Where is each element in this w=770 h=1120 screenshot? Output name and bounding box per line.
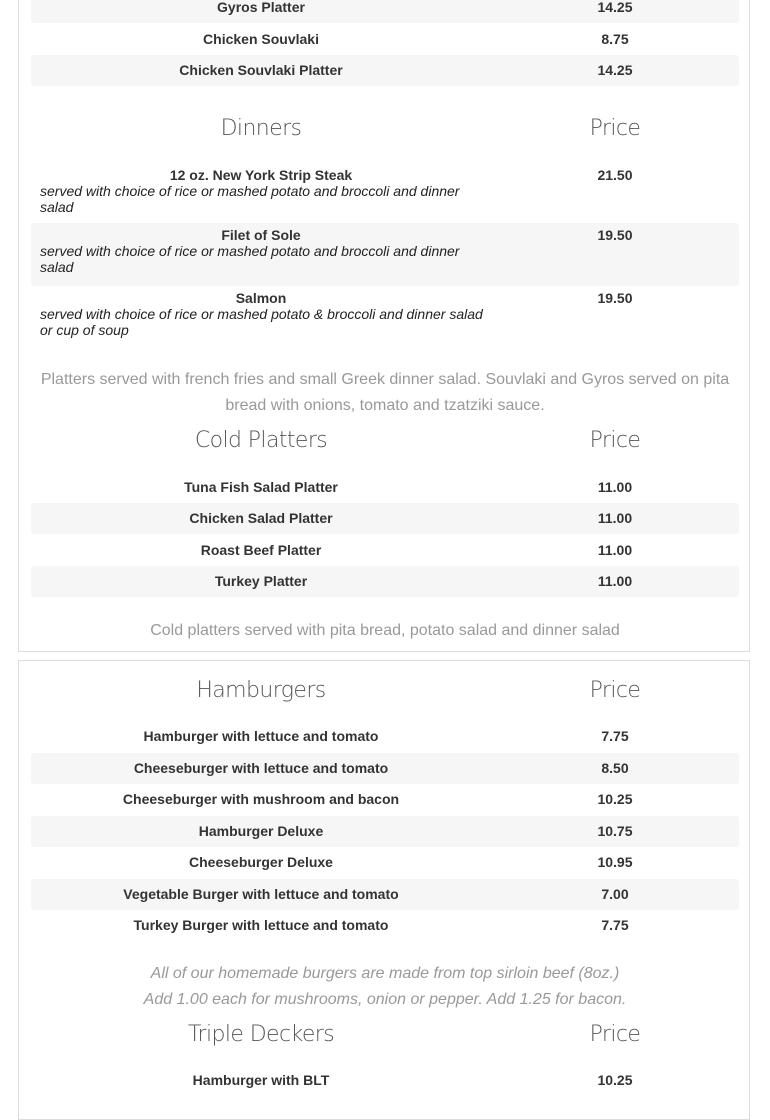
item-name: Salmon	[235, 290, 287, 306]
item-name: Hamburger with BLT	[192, 1072, 330, 1088]
menu-item-row	[31, 0, 739, 23]
item-price: 10.75	[597, 823, 633, 839]
burger-note-line2: Add 1.00 each for mushrooms, onion or pepper. Add 1.25 for bacon.	[143, 991, 627, 1008]
item-block	[31, 290, 491, 338]
item-name: Chicken Souvlaki Platter	[179, 62, 343, 78]
menu-item-row	[31, 163, 739, 226]
price-header: Price	[589, 678, 641, 703]
menu-panel-platters-dinners	[18, 0, 750, 652]
item-name: 12 oz. New York Strip Steak	[169, 167, 353, 183]
menu-item-row	[31, 503, 739, 534]
menu-item-row	[31, 535, 739, 566]
item-name: Tuna Fish Salad Platter	[184, 479, 338, 495]
item-price: 11.00	[597, 510, 633, 526]
menu-item-row	[31, 223, 739, 286]
item-name: Vegetable Burger with lettuce and tomato	[123, 886, 399, 902]
menu-item-row	[31, 753, 739, 784]
menu-panel-burgers	[18, 660, 750, 1120]
menu-item-row	[31, 721, 739, 752]
item-name: Cheeseburger with lettuce and tomato	[133, 760, 389, 776]
section-header-triple-deckers	[31, 1022, 739, 1056]
menu-item-row	[31, 847, 739, 878]
menu-item-row	[31, 910, 739, 941]
section-header-hamburgers	[31, 678, 739, 712]
cold-platters-note: Cold platters served with pita bread, potato salad and dinner salad	[150, 622, 620, 639]
price-header: Price	[589, 428, 641, 453]
item-price: 11.00	[597, 479, 633, 495]
item-name: Cheeseburger Deluxe	[189, 854, 333, 870]
menu-item-row	[31, 1065, 739, 1096]
item-name: Gyros Platter	[217, 0, 305, 15]
item-description: served with choice of rice or mashed potato & broccoli and dinner salad or cup of soup	[40, 306, 483, 338]
platters-note: Platters served with french fries and small Greek dinner salad. Souvlaki and Gyros served on pita bread with onions, tomato and tzatziki sauce.	[40, 371, 730, 414]
item-description: served with choice of rice or mashed potato and broccoli and dinner salad	[40, 243, 460, 275]
item-name: Hamburger Deluxe	[198, 823, 324, 839]
item-name: Turkey Burger with lettuce and tomato	[133, 917, 389, 933]
section-header-dinners	[31, 116, 739, 150]
item-price: 10.25	[597, 1072, 633, 1088]
menu-item-row	[31, 472, 739, 503]
item-price: 10.95	[597, 854, 633, 870]
item-block	[31, 227, 491, 275]
menu-item-row	[31, 55, 739, 86]
item-price: 7.00	[601, 886, 629, 902]
item-price: 8.75	[601, 31, 629, 47]
item-price: 14.25	[597, 0, 633, 15]
item-name: Cheeseburger with mushroom and bacon	[122, 791, 400, 807]
item-name: Chicken Souvlaki	[203, 31, 319, 47]
item-price: 19.50	[597, 227, 633, 243]
menu-item-row	[31, 566, 739, 597]
section-title: Triple Deckers	[187, 1022, 335, 1047]
item-price: 21.50	[597, 167, 633, 183]
item-price: 7.75	[601, 728, 629, 744]
menu-item-row	[31, 24, 739, 55]
burger-note-line1: All of our homemade burgers are made from top sirloin beef (8oz.)	[150, 965, 620, 982]
item-description: served with choice of rice or mashed potato and broccoli and dinner salad	[40, 183, 460, 215]
item-name: Turkey Platter	[214, 573, 308, 589]
item-price: 11.00	[597, 542, 633, 558]
item-price: 10.25	[597, 791, 633, 807]
item-name: Roast Beef Platter	[200, 542, 322, 558]
item-price: 11.00	[597, 573, 633, 589]
menu-item-row	[31, 879, 739, 910]
item-name: Filet of Sole	[221, 227, 301, 243]
price-header: Price	[589, 1022, 641, 1047]
section-title: Hamburgers	[196, 678, 326, 703]
menu-item-row	[31, 816, 739, 847]
item-price: 19.50	[597, 290, 633, 306]
section-header-cold-platters	[31, 428, 739, 462]
item-price: 7.75	[601, 917, 629, 933]
item-block	[31, 167, 491, 215]
price-header: Price	[589, 116, 641, 141]
section-title: Dinners	[220, 116, 302, 141]
menu-item-row	[31, 784, 739, 815]
item-price: 8.50	[601, 760, 629, 776]
item-name: Chicken Salad Platter	[189, 510, 333, 526]
section-title: Cold Platters	[194, 428, 328, 453]
menu-item-row	[31, 286, 739, 349]
item-name: Hamburger with lettuce and tomato	[143, 728, 379, 744]
item-price: 14.25	[597, 62, 633, 78]
